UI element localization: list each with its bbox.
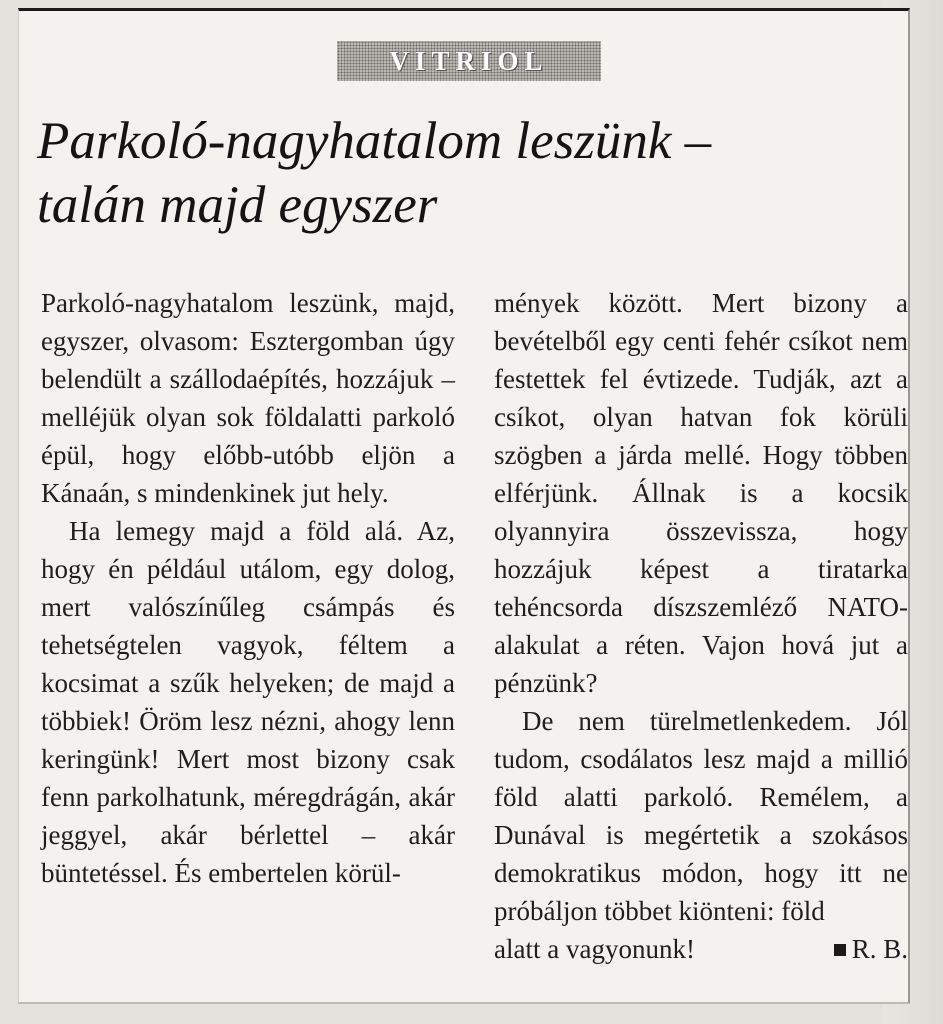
column-label-box [337, 41, 601, 81]
newspaper-clipping [18, 8, 910, 1004]
paragraph-1: Parkoló-nagyhatalom leszünk, majd, egyszer, olvasom: Esztergomban úgy belendült a szállodaépítés, hozzájuk – melléjük olyan sok földalatti parkoló épül, hogy előbb-utóbb eljön a Kánaán, s mindenkinek jut hely. [41, 288, 455, 508]
article-column-left [41, 284, 455, 892]
article-column-right [494, 284, 908, 968]
author-initials: R. B. [851, 934, 908, 964]
headline-line-1: Parkoló-nagyhatalom leszünk – [37, 112, 712, 170]
paragraph-3: mények között. Mert bizony a bevételből egy centi fehér csíkot nem festettek fel évtizede. Tudják, azt a csíkot, olyan hatvan fok körüli szögben a járda mellé. Hogy többen elférjünk. Állnak is a kocsik olyannyira összevissza, hogy hozzájuk képest a tiratarka tehéncsorda díszszemléző NATO-alakulat a réten. Vajon hová jut a pénzünk? [494, 288, 908, 698]
paragraph-2: Ha lemegy majd a föld alá. Az, hogy én például utálom, egy dolog, mert valószínűleg csámpás és tehetségtelen vagyok, féltem a kocsimat a szűk helyeken; de majd a többiek! Öröm lesz nézni, ahogy lenn keringünk! Mert most bizony csak fenn parkolhatunk, méregdrágán, akár jeggyel, akár bérlettel – akár büntetéssel. És embertelen körül- [41, 516, 455, 888]
headline-line-2: talán majd egyszer [37, 176, 438, 234]
headline [37, 109, 897, 237]
paragraph-4: De nem türelmetlenkedem. Jól tudom, csodálatos lesz majd a millió föld alatti parkoló. Remélem, a Dunával is megértetik a szokásos demokratikus módon, hogy itt ne próbáljon többet kiönteni: föld [494, 706, 908, 926]
closing-text: alatt a vagyonunk! [494, 934, 695, 964]
closing-line [494, 930, 908, 968]
author-byline [834, 930, 908, 968]
column-label: VITRIOL [389, 45, 549, 76]
end-square-icon [834, 944, 846, 956]
